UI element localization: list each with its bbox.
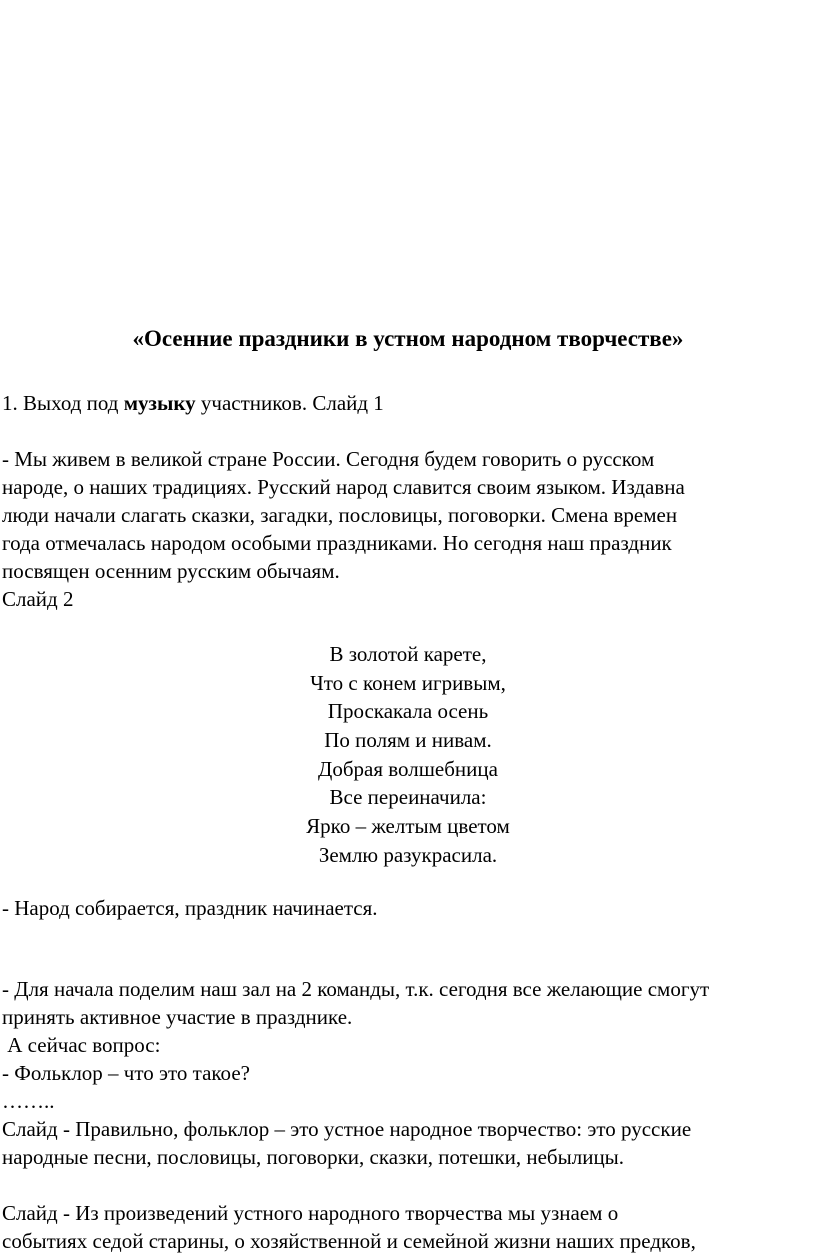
answer-line: Слайд - Правильно, фольклор – это устное народное творчество: это русские [2,1117,692,1141]
step-1-prefix: 1. Выход под [2,391,124,415]
final-line: Слайд - Из произведений устного народного творчества мы узнаем о [2,1201,619,1225]
question-line: - Фольклор – что это такое? [2,1061,250,1085]
intro-line: люди начали слагать сказки, загадки, пословицы, поговорки. Смена времен [2,503,678,527]
poem-line: Добрая волшебница [318,756,498,781]
final-line: событиях седой старины, о хозяйственной и семейной жизни наших предков, [2,1229,696,1253]
answer-line: народные песни, пословицы, поговорки, сказки, потешки, небылицы. [2,1145,625,1169]
poem-line: Землю разукрасила. [318,842,498,867]
poem-line: Что с конем игривым, [310,670,506,695]
slide-2-label: Слайд 2 [2,587,74,611]
step-1-suffix: участников. Слайд 1 [195,391,384,415]
intro-line: народе, о наших традициях. Русский народ славится своим языком. Издавна [2,475,685,499]
poem-line: Проскакала осень [327,699,489,724]
gathering-line: - Народ собирается, праздник начинается. [2,896,378,920]
step-1-bold-word: музыку [123,391,196,415]
question-intro-line: А сейчас вопрос: [2,1033,161,1057]
teams-line: принять активное участие в празднике. [2,1005,353,1029]
teams-line: - Для начала поделим наш зал на 2 команды, т.к. сегодня все желающие смогут [2,977,710,1001]
poem-line: Ярко – желтым цветом [306,814,510,839]
intro-line: - Мы живем в великой стране России. Сегодня будем говорить о русском [2,447,655,471]
intro-line: года отмечалась народом особыми праздниками. Но сегодня наш праздник [2,531,672,555]
poem-block [0,640,816,870]
ellipsis-line: …….. [2,1089,55,1113]
step-1-line [2,389,384,417]
intro-line: посвящен осенним русским обычаям. [2,559,340,583]
poem-line: По полям и нивам. [324,728,492,753]
poem-line: Все переиначила: [329,785,487,810]
poem-line: В золотой карете, [329,642,487,666]
document-title: «Осенние праздники в устном народном творчестве» [132,326,684,351]
